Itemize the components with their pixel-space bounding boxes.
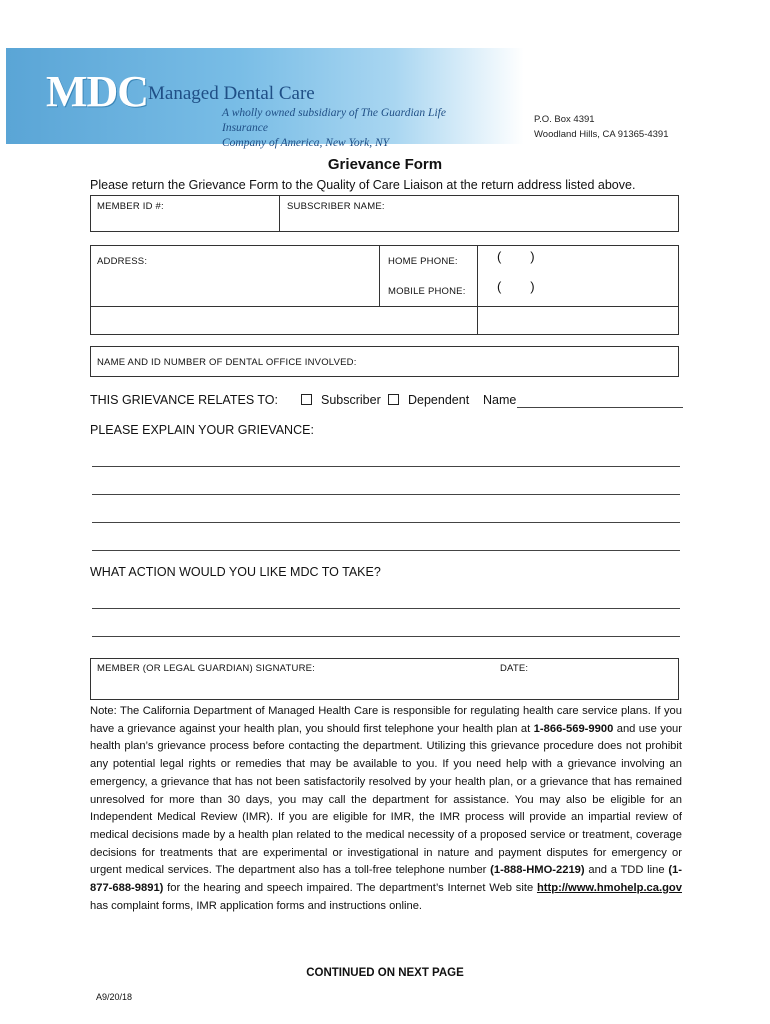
logo-company-name: Managed Dental Care — [148, 83, 315, 104]
plan-phone-number: 1-866-569-9900 — [533, 722, 614, 735]
note-text: for the hearing and speech impaired. The department’s Internet Web site — [167, 882, 534, 895]
dental-office-label: NAME AND ID NUMBER OF DENTAL OFFICE INVOLVED: — [97, 357, 357, 368]
dental-office-field[interactable] — [375, 352, 675, 372]
tdd-phone-number: (1-877-688-9891) — [90, 864, 683, 895]
grievance-line[interactable] — [92, 466, 680, 467]
note-text: has complaint forms, IMR application forms and instructions online. — [90, 899, 423, 912]
form-title: Grievance Form — [327, 156, 443, 173]
mobile-phone-area-code: ( ) — [497, 279, 535, 294]
date-field[interactable] — [500, 677, 675, 696]
form-instruction: Please return the Grievance Form to the Quality of Care Liaison at the return address listed above. — [90, 178, 636, 192]
grievance-line[interactable] — [92, 550, 680, 551]
logo-subtitle — [222, 106, 492, 151]
dependent-checkbox[interactable] — [388, 394, 399, 405]
signature-label: MEMBER (OR LEGAL GUARDIAN) SIGNATURE: — [97, 663, 316, 674]
address-label: ADDRESS: — [97, 256, 148, 267]
mobile-phone-label: MOBILE PHONE: — [388, 286, 466, 297]
address-field-line-2[interactable] — [95, 310, 473, 332]
home-phone-area-code: ( ) — [497, 249, 535, 264]
note-text: Note: The California Department of Managed Health Care is responsible for regulating health care service plans. If you have a grievance against your health plan, you should first telephone your health plan at — [90, 705, 682, 735]
form-revision-code: A9/20/18 — [96, 992, 133, 1002]
mobile-phone-field[interactable] — [482, 282, 675, 304]
logo-subtitle-line-1: A wholly owned subsidiary of The Guardian Life Insurance — [222, 107, 446, 134]
continued-notice: CONTINUED ON NEXT PAGE — [306, 967, 464, 979]
subscriber-option-label: Subscriber — [321, 393, 381, 407]
grievance-line[interactable] — [92, 494, 680, 495]
dependent-option-label: Dependent — [408, 393, 470, 407]
subscriber-checkbox[interactable] — [301, 394, 312, 405]
divider — [90, 306, 679, 307]
dependent-name-field[interactable] — [517, 407, 683, 408]
dependent-name-label: Name — [483, 393, 517, 407]
note-text: and a TDD line — [588, 864, 665, 877]
signature-field[interactable] — [97, 677, 487, 696]
legal-note — [90, 703, 682, 915]
date-label: DATE: — [500, 663, 529, 674]
address-line-2: Woodland Hills, CA 91365-4391 — [534, 129, 669, 140]
return-address — [534, 112, 669, 142]
explain-grievance-label: PLEASE EXPLAIN YOUR GRIEVANCE: — [90, 423, 314, 437]
action-line[interactable] — [92, 636, 680, 637]
divider — [379, 245, 380, 307]
relates-to-label: THIS GRIEVANCE RELATES TO: — [90, 393, 279, 407]
logo-subtitle-line-2: Company of America, New York, NY — [222, 137, 390, 149]
subscriber-name-field[interactable] — [287, 213, 675, 229]
action-label: WHAT ACTION WOULD YOU LIKE MDC TO TAKE? — [90, 565, 381, 579]
address-line-1: P.O. Box 4391 — [534, 114, 595, 125]
divider — [279, 195, 280, 232]
subscriber-name-label: SUBSCRIBER NAME: — [287, 201, 385, 212]
address-field[interactable] — [95, 272, 375, 302]
dmhc-phone-number: (1-888-HMO-2219) — [490, 864, 585, 877]
action-line[interactable] — [92, 608, 680, 609]
grievance-line[interactable] — [92, 522, 680, 523]
dmhc-website-link[interactable]: http://www.hmohelp.ca.gov — [536, 882, 682, 895]
phone-extra-field[interactable] — [482, 310, 675, 332]
note-text: and use your health plan’s grievance process before contacting the department. Utilizing this grievance procedure does not prohibit any potential legal rights or remedies that may be available to you. If you need help with a grievance involving an emergency, a grievance that has not been satisfactorily resolved by your health plan, or a grievance that has remained unresolved for more than 30 days, you may call the department for assistance. You may also be eligible for an Independent Medical Review (IMR). If you are eligible for IMR, the IMR process will provide an impartial review of medical decisions made by a health plan related to the medical necessity of a proposed service or treatment, coverage decisions for treatments that are experimental or investigational in nature and payment disputes for emergency or urgent medical services. The department also has a toll-free telephone number — [90, 722, 683, 877]
home-phone-label: HOME PHONE: — [388, 256, 458, 267]
member-id-field[interactable] — [150, 213, 275, 229]
mdc-logo: MDC — [46, 67, 149, 116]
home-phone-field[interactable] — [482, 252, 675, 274]
member-id-label: MEMBER ID #: — [97, 201, 164, 212]
divider — [477, 245, 478, 335]
